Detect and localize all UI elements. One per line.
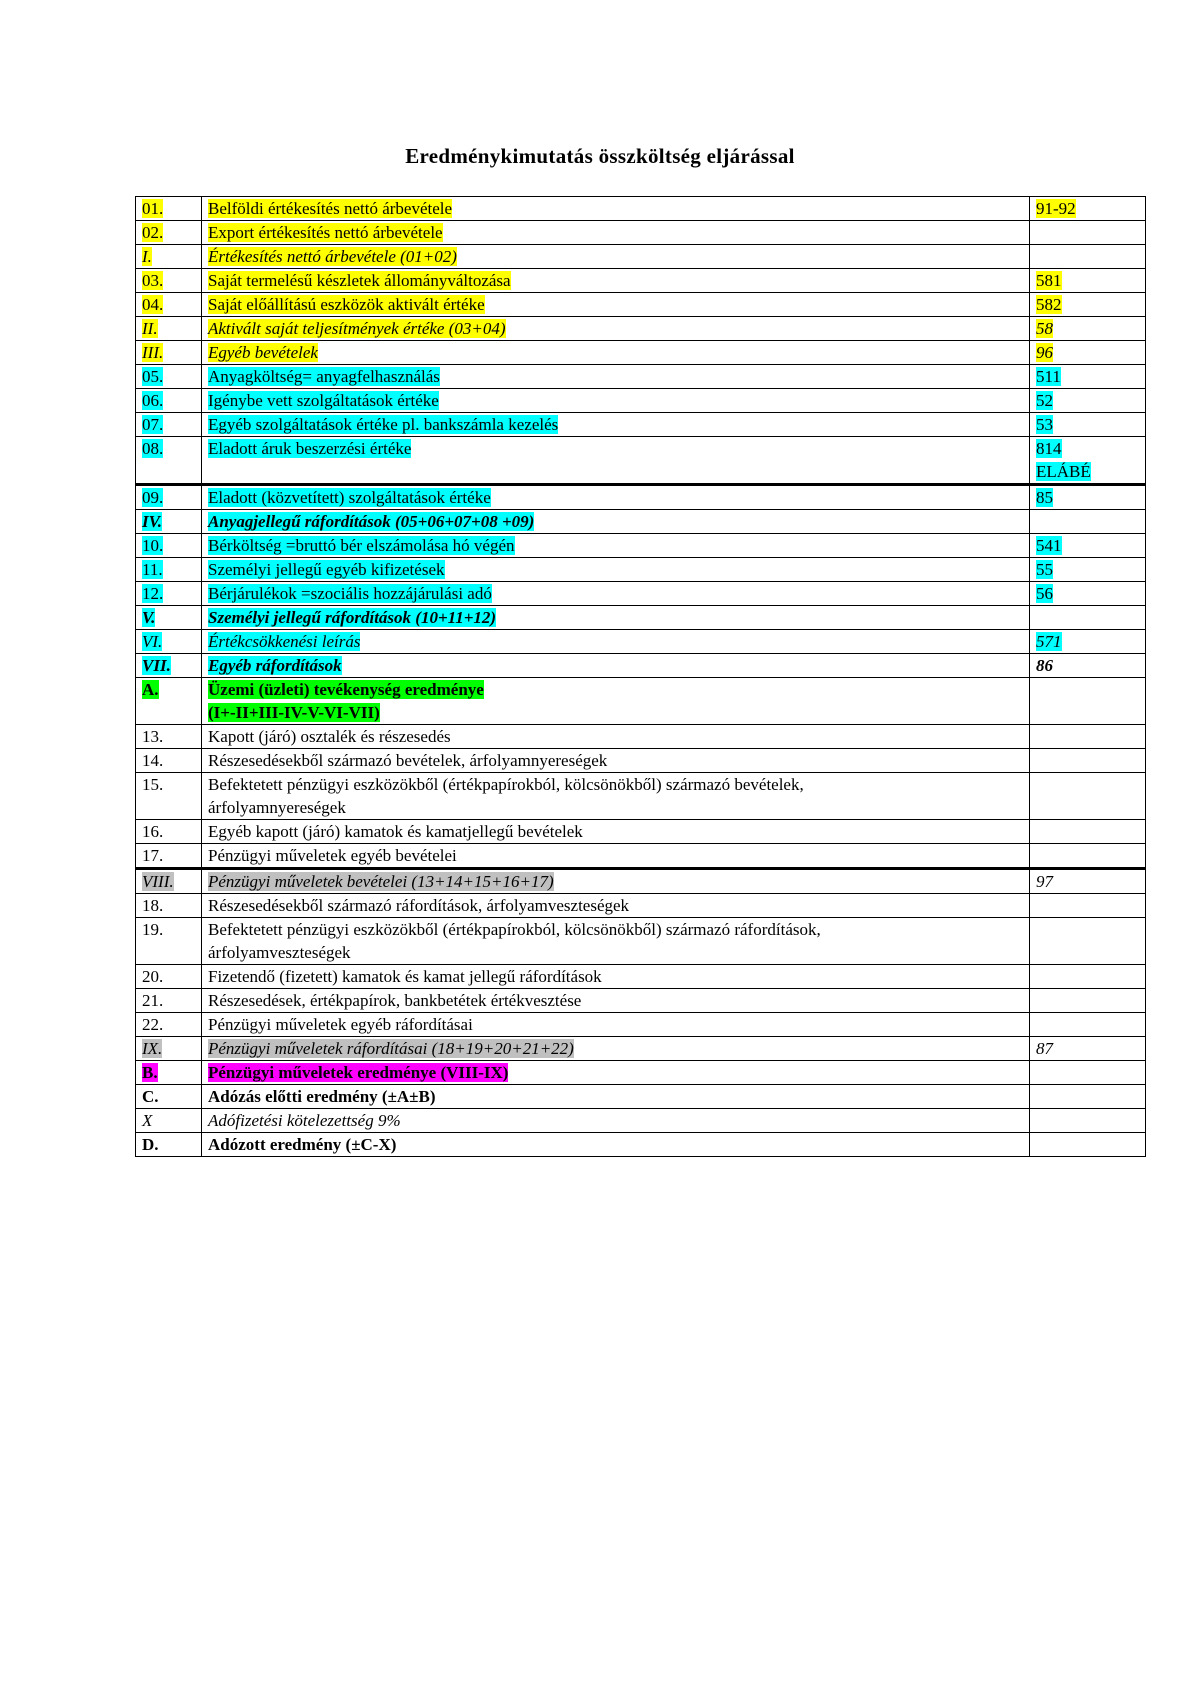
row-number: 08.: [142, 439, 164, 458]
row-number: II.: [142, 319, 158, 338]
row-label: Adózott eredmény (±C-X): [208, 1135, 397, 1154]
row-label-cell: [202, 1085, 1030, 1109]
row-number-cell: [136, 965, 202, 989]
row-account-code-cell: [1030, 1085, 1146, 1109]
row-label-cell: [202, 558, 1030, 582]
row-number: 10.: [142, 536, 164, 555]
table-row: [136, 1085, 1146, 1109]
row-number: 16.: [142, 822, 164, 841]
table-row: [136, 1109, 1146, 1133]
row-number-cell: [136, 820, 202, 844]
table-row: [136, 1061, 1146, 1085]
row-account-code-cell: [1030, 773, 1146, 820]
row-number: X: [142, 1111, 153, 1130]
table-row: [136, 678, 1146, 725]
table-row: [136, 485, 1146, 510]
table-row: [136, 630, 1146, 654]
table-row: [136, 989, 1146, 1013]
row-number: 03.: [142, 271, 164, 290]
row-label: Pénzügyi műveletek egyéb bevételei: [208, 846, 457, 865]
table-row: [136, 558, 1146, 582]
row-label: Egyéb szolgáltatások értéke pl. bankszámla kezelés: [208, 415, 559, 434]
table-row: [136, 413, 1146, 437]
row-number-cell: [136, 678, 202, 725]
row-number: B.: [142, 1063, 158, 1082]
row-number: IV.: [142, 512, 163, 531]
row-account-code: 97: [1036, 872, 1053, 891]
row-account-code-cell: [1030, 341, 1146, 365]
row-number: IX.: [142, 1039, 163, 1058]
row-account-code-cell: [1030, 197, 1146, 221]
row-account-code: 56: [1036, 584, 1053, 603]
row-label: Bérköltség =bruttó bér elszámolása hó végén: [208, 536, 515, 555]
row-label-cell: [202, 485, 1030, 510]
row-account-code-cell: [1030, 894, 1146, 918]
row-number: 07.: [142, 415, 164, 434]
row-label: Részesedések, értékpapírok, bankbetétek értékvesztése: [208, 991, 582, 1010]
row-account-code-cell: [1030, 1013, 1146, 1037]
row-label-cell: [202, 725, 1030, 749]
table-row: [136, 918, 1146, 965]
row-label-cell: [202, 1061, 1030, 1085]
row-label: Üzemi (üzleti) tevékenység eredménye: [208, 680, 484, 699]
row-label: Befektetett pénzügyi eszközökből (értékpapírokból, kölcsönökből) származó ráfordítások,: [208, 920, 821, 939]
row-number: V.: [142, 608, 156, 627]
row-account-code-cell: [1030, 365, 1146, 389]
table-row: [136, 820, 1146, 844]
row-account-code-cell: [1030, 245, 1146, 269]
row-number-cell: [136, 293, 202, 317]
row-number-cell: [136, 485, 202, 510]
table-row: [136, 317, 1146, 341]
row-number-cell: [136, 365, 202, 389]
row-number-cell: [136, 773, 202, 820]
row-account-code-cell: [1030, 437, 1146, 485]
row-number-cell: [136, 389, 202, 413]
row-label-cell: [202, 989, 1030, 1013]
row-label: Egyéb kapott (járó) kamatok és kamatjellegű bevételek: [208, 822, 583, 841]
table-row: [136, 341, 1146, 365]
row-number: D.: [142, 1135, 159, 1154]
row-label-cell: [202, 1013, 1030, 1037]
row-number-cell: [136, 558, 202, 582]
row-number-cell: [136, 197, 202, 221]
row-account-code-cell: [1030, 1061, 1146, 1085]
row-label: Személyi jellegű ráfordítások (10+11+12): [208, 608, 497, 627]
row-account-code-cell: [1030, 317, 1146, 341]
row-account-code-cell: [1030, 1133, 1146, 1157]
row-number-cell: [136, 1037, 202, 1061]
row-number-cell: [136, 1109, 202, 1133]
table-row: [136, 389, 1146, 413]
row-label: Pénzügyi műveletek bevételei (13+14+15+16+17): [208, 872, 554, 891]
row-number: 04.: [142, 295, 164, 314]
row-account-code-cell: [1030, 989, 1146, 1013]
row-number-cell: [136, 245, 202, 269]
row-label-cell: [202, 654, 1030, 678]
row-label-cell: [202, 1037, 1030, 1061]
row-number: 01.: [142, 199, 164, 218]
table-row: [136, 965, 1146, 989]
row-account-code: 87: [1036, 1039, 1053, 1058]
row-label-cell: [202, 773, 1030, 820]
table-row: [136, 749, 1146, 773]
row-label: Bérjárulékok =szociális hozzájárulási adó: [208, 584, 492, 603]
row-label-cell: [202, 678, 1030, 725]
row-number: VII.: [142, 656, 171, 675]
row-number: III.: [142, 343, 164, 362]
row-label-cell: [202, 413, 1030, 437]
row-number: 15.: [142, 775, 164, 794]
row-label-cell: [202, 389, 1030, 413]
row-number-cell: [136, 437, 202, 485]
row-number-cell: [136, 1013, 202, 1037]
row-number-cell: [136, 749, 202, 773]
row-label-cell: [202, 582, 1030, 606]
table-row: [136, 1037, 1146, 1061]
table-row: [136, 606, 1146, 630]
row-label: Eladott (közvetített) szolgáltatások értéke: [208, 488, 491, 507]
row-account-code: 85: [1036, 488, 1053, 507]
row-number: 02.: [142, 223, 164, 242]
row-account-code-cell: [1030, 844, 1146, 869]
row-number: 22.: [142, 1015, 164, 1034]
row-account-code-cell: [1030, 269, 1146, 293]
row-label-cell: [202, 269, 1030, 293]
row-account-code-cell: [1030, 1109, 1146, 1133]
row-label-cell: [202, 606, 1030, 630]
row-label: Anyagjellegű ráfordítások (05+06+07+08 +09): [208, 512, 535, 531]
row-account-code: 581: [1036, 271, 1062, 290]
row-account-code-cell: [1030, 654, 1146, 678]
table-row: [136, 869, 1146, 894]
row-account-code-cell: [1030, 606, 1146, 630]
row-label-cell: [202, 341, 1030, 365]
row-label-cell: [202, 1133, 1030, 1157]
row-label: Részesedésekből származó bevételek, árfolyamnyereségek: [208, 751, 608, 770]
row-number: 12.: [142, 584, 164, 603]
row-label-cell: [202, 510, 1030, 534]
row-label-cell: [202, 221, 1030, 245]
table-row: [136, 437, 1146, 485]
row-account-code-cell: [1030, 918, 1146, 965]
row-number-cell: [136, 1133, 202, 1157]
row-account-code: 511: [1036, 367, 1061, 386]
row-label: Eladott áruk beszerzési értéke: [208, 439, 412, 458]
row-label-cell: [202, 630, 1030, 654]
row-account-code: 52: [1036, 391, 1053, 410]
table-row: [136, 221, 1146, 245]
row-account-code: 58: [1036, 319, 1053, 338]
row-label: Értékcsökkenési leírás: [208, 632, 361, 651]
row-number: VIII.: [142, 872, 174, 891]
row-account-code-cell: [1030, 725, 1146, 749]
row-account-code: 582: [1036, 295, 1062, 314]
row-number: 20.: [142, 967, 164, 986]
page-title: Eredménykimutatás összköltség eljárással: [405, 144, 795, 168]
row-number: 21.: [142, 991, 164, 1010]
row-number-cell: [136, 534, 202, 558]
table-row: [136, 894, 1146, 918]
row-label: Egyéb bevételek: [208, 343, 318, 362]
row-label-continued: árfolyamnyereségek: [208, 798, 346, 817]
row-account-code-cell: [1030, 221, 1146, 245]
row-number-cell: [136, 844, 202, 869]
table-row: [136, 725, 1146, 749]
row-number-cell: [136, 269, 202, 293]
row-label-cell: [202, 820, 1030, 844]
row-account-code-continued: ELÁBÉ: [1036, 462, 1091, 481]
row-account-code-cell: [1030, 413, 1146, 437]
row-number-cell: [136, 1085, 202, 1109]
row-label: Személyi jellegű egyéb kifizetések: [208, 560, 445, 579]
table-body: [136, 197, 1146, 1157]
row-number-cell: [136, 1061, 202, 1085]
row-number: 18.: [142, 896, 164, 915]
row-number-cell: [136, 606, 202, 630]
row-account-code-cell: [1030, 582, 1146, 606]
table-row: [136, 293, 1146, 317]
row-label: Igénybe vett szolgáltatások értéke: [208, 391, 439, 410]
row-account-code-cell: [1030, 749, 1146, 773]
row-account-code: 814: [1036, 439, 1062, 458]
row-number-cell: [136, 630, 202, 654]
row-number-cell: [136, 413, 202, 437]
table-row: [136, 245, 1146, 269]
row-account-code: 541: [1036, 536, 1062, 555]
row-number: 13.: [142, 727, 164, 746]
row-account-code-cell: [1030, 869, 1146, 894]
row-label-cell: [202, 437, 1030, 485]
row-number-cell: [136, 869, 202, 894]
row-number-cell: [136, 989, 202, 1013]
table-row: [136, 269, 1146, 293]
row-number-cell: [136, 654, 202, 678]
table-row: [136, 654, 1146, 678]
row-number-cell: [136, 510, 202, 534]
row-account-code-cell: [1030, 510, 1146, 534]
row-account-code-cell: [1030, 630, 1146, 654]
table-row: [136, 582, 1146, 606]
row-number-cell: [136, 725, 202, 749]
row-account-code-cell: [1030, 1037, 1146, 1061]
row-label-cell: [202, 749, 1030, 773]
row-account-code-cell: [1030, 293, 1146, 317]
income-statement-table: [135, 196, 1146, 1157]
row-label-cell: [202, 365, 1030, 389]
row-number: 06.: [142, 391, 164, 410]
row-number-cell: [136, 582, 202, 606]
row-account-code-cell: [1030, 485, 1146, 510]
row-label-cell: [202, 197, 1030, 221]
row-label-cell: [202, 534, 1030, 558]
table-row: [136, 197, 1146, 221]
row-label: Adófizetési kötelezettség 9%: [208, 1111, 401, 1130]
row-label-cell: [202, 869, 1030, 894]
row-number: 09.: [142, 488, 164, 507]
row-label: Pénzügyi műveletek ráfordításai (18+19+20+21+22): [208, 1039, 574, 1058]
row-label: Export értékesítés nettó árbevétele: [208, 223, 443, 242]
row-number: 19.: [142, 920, 164, 939]
row-account-code-cell: [1030, 678, 1146, 725]
row-account-code-cell: [1030, 820, 1146, 844]
row-number-cell: [136, 918, 202, 965]
row-label: Pénzügyi műveletek eredménye (VIII-IX): [208, 1063, 509, 1082]
row-label-cell: [202, 965, 1030, 989]
row-label: Fizetendő (fizetett) kamatok és kamat jellegű ráfordítások: [208, 967, 602, 986]
row-account-code: 91-92: [1036, 199, 1076, 218]
row-label: Belföldi értékesítés nettó árbevétele: [208, 199, 453, 218]
row-label: Adózás előtti eredmény (±A±B): [208, 1087, 436, 1106]
row-account-code-cell: [1030, 389, 1146, 413]
row-label-cell: [202, 918, 1030, 965]
table-row: [136, 510, 1146, 534]
row-account-code: 571: [1036, 632, 1062, 651]
row-label: Egyéb ráfordítások: [208, 656, 342, 675]
table-row: [136, 1013, 1146, 1037]
row-number: 17.: [142, 846, 164, 865]
row-label-cell: [202, 844, 1030, 869]
row-number: 05.: [142, 367, 164, 386]
row-number-cell: [136, 221, 202, 245]
row-label: Befektetett pénzügyi eszközökből (értékpapírokból, kölcsönökből) származó bevételek,: [208, 775, 804, 794]
row-account-code: 53: [1036, 415, 1053, 434]
row-label: Aktivált saját teljesítmények értéke (03+04): [208, 319, 506, 338]
row-number-cell: [136, 317, 202, 341]
row-label: Saját termelésű készletek állományváltozása: [208, 271, 511, 290]
row-number: I.: [142, 247, 152, 266]
row-label: Részesedésekből származó ráfordítások, árfolyamveszteségek: [208, 896, 630, 915]
row-label: Saját előállítású eszközök aktivált értéke: [208, 295, 485, 314]
row-account-code-cell: [1030, 558, 1146, 582]
row-account-code: 96: [1036, 343, 1053, 362]
row-account-code: 55: [1036, 560, 1053, 579]
row-label-continued: árfolyamveszteségek: [208, 943, 351, 962]
row-account-code-cell: [1030, 534, 1146, 558]
row-number: C.: [142, 1087, 159, 1106]
table-row: [136, 365, 1146, 389]
row-label-cell: [202, 317, 1030, 341]
table-row: [136, 773, 1146, 820]
row-number: A.: [142, 680, 159, 699]
table-row: [136, 1133, 1146, 1157]
row-label-cell: [202, 894, 1030, 918]
table-row: [136, 534, 1146, 558]
row-label: Pénzügyi műveletek egyéb ráfordításai: [208, 1015, 473, 1034]
row-number-cell: [136, 894, 202, 918]
row-label-cell: [202, 293, 1030, 317]
row-number: 11.: [142, 560, 163, 579]
row-account-code: 86: [1036, 656, 1053, 675]
row-label-cell: [202, 245, 1030, 269]
row-account-code-cell: [1030, 965, 1146, 989]
row-number-cell: [136, 341, 202, 365]
row-number: 14.: [142, 751, 164, 770]
row-label-cell: [202, 1109, 1030, 1133]
row-label: Anyagköltség= anyagfelhasználás: [208, 367, 440, 386]
row-label-continued: (I+-II+III-IV-V-VI-VII): [208, 703, 380, 722]
row-label: Értékesítés nettó árbevétele (01+02): [208, 247, 457, 266]
row-number: VI.: [142, 632, 163, 651]
table-row: [136, 844, 1146, 869]
row-label: Kapott (járó) osztalék és részesedés: [208, 727, 451, 746]
